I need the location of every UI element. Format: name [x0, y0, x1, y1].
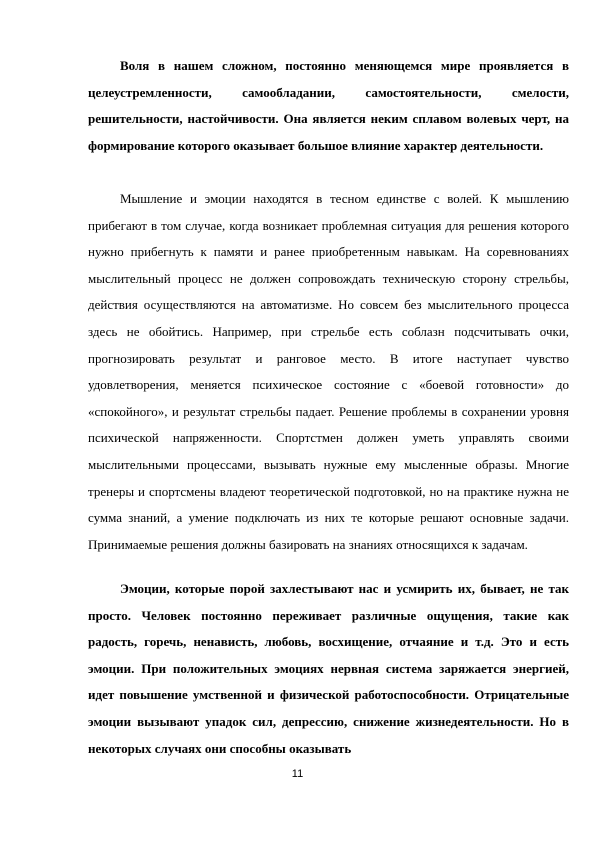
page-number: 11 [291, 768, 304, 780]
paragraph-thinking [88, 186, 569, 558]
paragraph-text: Воля в нашем сложном, постоянно меняющемся мире проявляется в целеустремленности, самообладании, самостоятельности, смелости, решительности, настойчивости. Она является неким сплавом волевых черт, на формирование которого оказывает большое влияние характер деятельности. [88, 58, 569, 153]
paragraph-text: Мышление и эмоции находятся в тесном единстве с волей. К мышлению прибегают в том случае, когда возникает проблемная ситуация для решения которого нужно прибегнуть к памяти и ранее приобретенным навыкам. На соревнованиях мыслительный процесс не должен сопровождать техническую сторону стрельбы, действия осуществляются на автоматизме. Но совсем без мыслительного процесса здесь не обойтись. Например, при стрельбе есть соблазн подсчитывать очки, прогнозировать результат и ранговое место. В итоге наступает чувство удовлетворения, меняется психическое состояние с «боевой готовности» до «спокойного», и результат стрельбы падает. Решение проблемы в сохранении уровня психической напряженности. Спортстмен должен уметь управлять своими мыслительными процессами, вызывать нужные ему мысленные образы. Многие тренеры и спортсмены владеют теоретической подготовкой, но на практике нужна не сумма знаний, а умение подключать из них те которые решают основные задачи. Принимаемые решения должны базировать на знаниях относящихся к задачам. [88, 191, 569, 552]
paragraph-text: Эмоции, которые порой захлестывают нас и усмирить их, бывает, не так просто. Человек постоянно переживает различные ощущения, такие как радость, горечь, ненависть, любовь, восхищение, отчаяние и т.д. Это и есть эмоции. При положительных эмоциях нервная система заряжается энергией, идет повышение умственной и физической работоспособности. Отрицательные эмоции вызывают упадок сил, депрессию, снижение жизнедеятельности. Но в некоторых случаях они способны оказывать [88, 581, 569, 756]
paragraph-emotions [88, 576, 569, 762]
paragraph-will [88, 53, 569, 159]
